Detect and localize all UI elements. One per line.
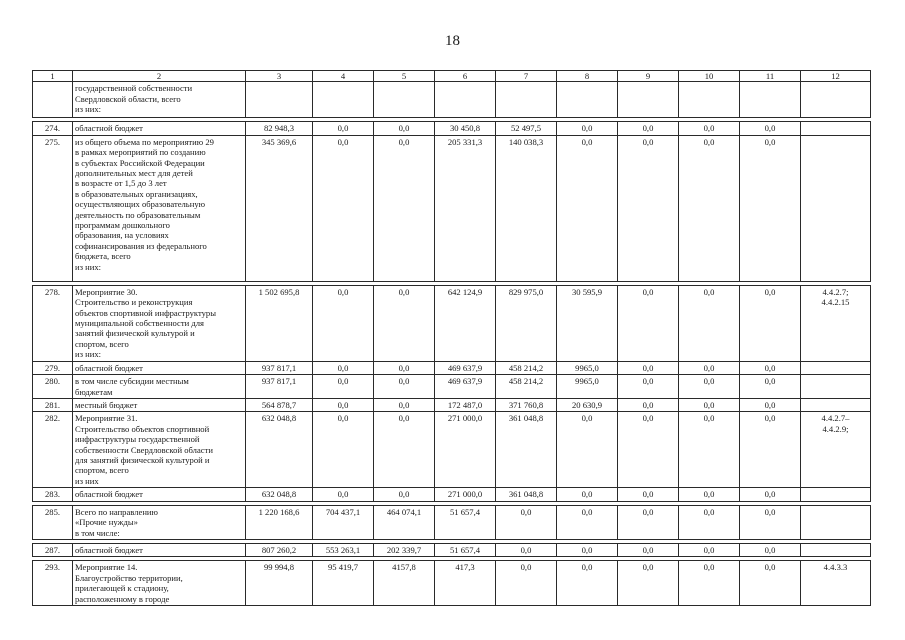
table-row (33, 135, 871, 281)
table-row (33, 375, 871, 399)
value-cell: 172 487,0 (435, 399, 496, 412)
value-cell: 0,0 (618, 544, 679, 557)
value-cell: 632 048,8 (246, 412, 313, 488)
row-number: 293. (33, 561, 73, 606)
value-cell: 0,0 (740, 361, 801, 374)
value-cell: 704 437,1 (313, 505, 374, 539)
value-cell: 30 450,8 (435, 122, 496, 135)
value-cell: 829 975,0 (496, 285, 557, 361)
value-cell: 30 595,9 (557, 285, 618, 361)
value-cell: 0,0 (679, 135, 740, 281)
value-cell: 0,0 (618, 505, 679, 539)
table-row (33, 544, 871, 557)
column-header: 5 (374, 71, 435, 82)
value-cell: 1 502 695,8 (246, 285, 313, 361)
row-description: государственной собственности Свердловской области, всего из них: (73, 82, 246, 118)
value-cell: 564 878,7 (246, 399, 313, 412)
column-header: 6 (435, 71, 496, 82)
value-cell: 0,0 (313, 122, 374, 135)
column-header: 9 (618, 71, 679, 82)
value-cell: 202 339,7 (374, 544, 435, 557)
table-row (33, 122, 871, 135)
value-cell: 0,0 (679, 122, 740, 135)
row-number: 287. (33, 544, 73, 557)
value-cell: 0,0 (618, 135, 679, 281)
value-cell: 361 048,8 (496, 412, 557, 488)
value-cell: 0,0 (618, 375, 679, 399)
row-number: 283. (33, 488, 73, 501)
row-number: 275. (33, 135, 73, 281)
table-row (33, 488, 871, 501)
value-cell: 361 048,8 (496, 488, 557, 501)
value-cell: 0,0 (740, 505, 801, 539)
column-header: 11 (740, 71, 801, 82)
target-code: 4.4.2.7– 4.4.2.9; (801, 412, 871, 488)
value-cell: 0,0 (679, 285, 740, 361)
value-cell: 0,0 (374, 122, 435, 135)
value-cell: 82 948,3 (246, 122, 313, 135)
value-cell: 0,0 (496, 561, 557, 606)
row-number: 280. (33, 375, 73, 399)
value-cell: 0,0 (740, 561, 801, 606)
row-description: из общего объема по мероприятию 29 в рамках мероприятий по созданию в субъектах Российской Федерации дополнительных мест для детей в возрасте от 1,5 до 3 лет в образовательных организациях, осуществляющих образовательную деятельность по образовательным программам дошкольного образования, на условиях софинансирования из федерального бюджета, всего из них: (73, 135, 246, 281)
value-cell: 0,0 (557, 505, 618, 539)
column-header: 2 (73, 71, 246, 82)
table-row (33, 505, 871, 539)
value-cell: 0,0 (618, 399, 679, 412)
column-header: 12 (801, 71, 871, 82)
value-cell: 9965,0 (557, 375, 618, 399)
value-cell: 0,0 (374, 285, 435, 361)
row-number: 281. (33, 399, 73, 412)
value-cell: 51 657,4 (435, 505, 496, 539)
value-cell: 469 637,9 (435, 375, 496, 399)
value-cell: 553 263,1 (313, 544, 374, 557)
value-cell: 0,0 (557, 122, 618, 135)
row-number: 282. (33, 412, 73, 488)
column-header: 8 (557, 71, 618, 82)
value-cell: 0,0 (313, 488, 374, 501)
value-cell: 0,0 (313, 361, 374, 374)
column-header-row (33, 71, 871, 82)
value-cell: 0,0 (679, 561, 740, 606)
row-description: Всего по направлению «Прочие нужды» в том числе: (73, 505, 246, 539)
value-cell: 0,0 (557, 544, 618, 557)
budget-table (32, 70, 871, 606)
value-cell: 0,0 (740, 135, 801, 281)
value-cell: 95 419,7 (313, 561, 374, 606)
target-code: 4.4.2.7; 4.4.2.15 (801, 285, 871, 361)
value-cell: 0,0 (313, 375, 374, 399)
value-cell: 0,0 (374, 361, 435, 374)
value-cell: 0,0 (557, 412, 618, 488)
value-cell: 51 657,4 (435, 544, 496, 557)
row-description: Мероприятие 31. Строительство объектов спортивной инфраструктуры государственной собственности Свердловской области для занятий физической культурой и спортом, всего из них (73, 412, 246, 488)
value-cell (374, 82, 435, 118)
target-code (801, 505, 871, 539)
value-cell (557, 82, 618, 118)
target-code (801, 488, 871, 501)
row-description: в том числе субсидии местным бюджетам (73, 375, 246, 399)
value-cell: 0,0 (313, 135, 374, 281)
value-cell: 0,0 (618, 412, 679, 488)
value-cell: 0,0 (679, 399, 740, 412)
row-description: областной бюджет (73, 544, 246, 557)
row-number: 279. (33, 361, 73, 374)
row-description: областной бюджет (73, 122, 246, 135)
target-code (801, 544, 871, 557)
row-description: местный бюджет (73, 399, 246, 412)
value-cell: 0,0 (374, 135, 435, 281)
value-cell (679, 82, 740, 118)
column-header: 7 (496, 71, 557, 82)
value-cell: 0,0 (679, 505, 740, 539)
value-cell: 271 000,0 (435, 488, 496, 501)
table-row (33, 285, 871, 361)
value-cell: 0,0 (496, 505, 557, 539)
value-cell: 20 630,9 (557, 399, 618, 412)
value-cell: 0,0 (618, 561, 679, 606)
value-cell: 0,0 (740, 399, 801, 412)
value-cell: 937 817,1 (246, 361, 313, 374)
value-cell: 0,0 (740, 544, 801, 557)
value-cell: 0,0 (740, 412, 801, 488)
value-cell: 469 637,9 (435, 361, 496, 374)
value-cell: 99 994,8 (246, 561, 313, 606)
value-cell: 0,0 (313, 399, 374, 412)
value-cell: 52 497,5 (496, 122, 557, 135)
value-cell (435, 82, 496, 118)
table-row (33, 399, 871, 412)
value-cell (496, 82, 557, 118)
column-header: 1 (33, 71, 73, 82)
row-description: областной бюджет (73, 488, 246, 501)
target-code: 4.4.3.3 (801, 561, 871, 606)
target-code (801, 82, 871, 118)
column-header: 10 (679, 71, 740, 82)
value-cell: 0,0 (740, 375, 801, 399)
row-description: областной бюджет (73, 361, 246, 374)
target-code (801, 375, 871, 399)
table-row (33, 412, 871, 488)
value-cell: 0,0 (679, 361, 740, 374)
value-cell: 0,0 (618, 488, 679, 501)
value-cell: 0,0 (374, 399, 435, 412)
row-description: Мероприятие 30. Строительство и реконструкция объектов спортивной инфраструктуры муниципальной собственности для занятий физической культурой и спортом, всего из них: (73, 285, 246, 361)
value-cell: 0,0 (679, 412, 740, 488)
value-cell: 464 074,1 (374, 505, 435, 539)
value-cell: 0,0 (313, 412, 374, 488)
target-code (801, 135, 871, 281)
value-cell: 345 369,6 (246, 135, 313, 281)
table-row (33, 361, 871, 374)
value-cell: 0,0 (740, 285, 801, 361)
value-cell: 4157,8 (374, 561, 435, 606)
target-code (801, 399, 871, 412)
value-cell: 807 260,2 (246, 544, 313, 557)
value-cell: 0,0 (374, 412, 435, 488)
value-cell: 0,0 (618, 122, 679, 135)
value-cell: 0,0 (618, 285, 679, 361)
value-cell (740, 82, 801, 118)
value-cell: 0,0 (740, 122, 801, 135)
value-cell (246, 82, 313, 118)
value-cell: 417,3 (435, 561, 496, 606)
row-number (33, 82, 73, 118)
value-cell: 458 214,2 (496, 361, 557, 374)
value-cell: 371 760,8 (496, 399, 557, 412)
value-cell: 0,0 (679, 375, 740, 399)
value-cell: 0,0 (618, 361, 679, 374)
value-cell: 642 124,9 (435, 285, 496, 361)
value-cell: 0,0 (374, 375, 435, 399)
value-cell: 1 220 168,6 (246, 505, 313, 539)
value-cell: 0,0 (374, 488, 435, 501)
table-row (33, 82, 871, 118)
row-number: 274. (33, 122, 73, 135)
value-cell: 0,0 (496, 544, 557, 557)
row-number: 278. (33, 285, 73, 361)
value-cell (618, 82, 679, 118)
row-description: Мероприятие 14. Благоустройство территории, прилегающей к стадиону, расположенному в городе (73, 561, 246, 606)
value-cell (313, 82, 374, 118)
value-cell: 0,0 (313, 285, 374, 361)
value-cell: 0,0 (557, 135, 618, 281)
target-code (801, 361, 871, 374)
value-cell: 0,0 (679, 488, 740, 501)
column-header: 4 (313, 71, 374, 82)
column-header: 3 (246, 71, 313, 82)
value-cell: 0,0 (557, 561, 618, 606)
value-cell: 458 214,2 (496, 375, 557, 399)
target-code (801, 122, 871, 135)
row-number: 285. (33, 505, 73, 539)
table-row (33, 561, 871, 606)
value-cell: 632 048,8 (246, 488, 313, 501)
value-cell: 937 817,1 (246, 375, 313, 399)
value-cell: 271 000,0 (435, 412, 496, 488)
value-cell: 0,0 (679, 544, 740, 557)
value-cell: 9965,0 (557, 361, 618, 374)
page-number: 18 (445, 33, 460, 49)
value-cell: 0,0 (557, 488, 618, 501)
value-cell: 205 331,3 (435, 135, 496, 281)
value-cell: 140 038,3 (496, 135, 557, 281)
value-cell: 0,0 (740, 488, 801, 501)
